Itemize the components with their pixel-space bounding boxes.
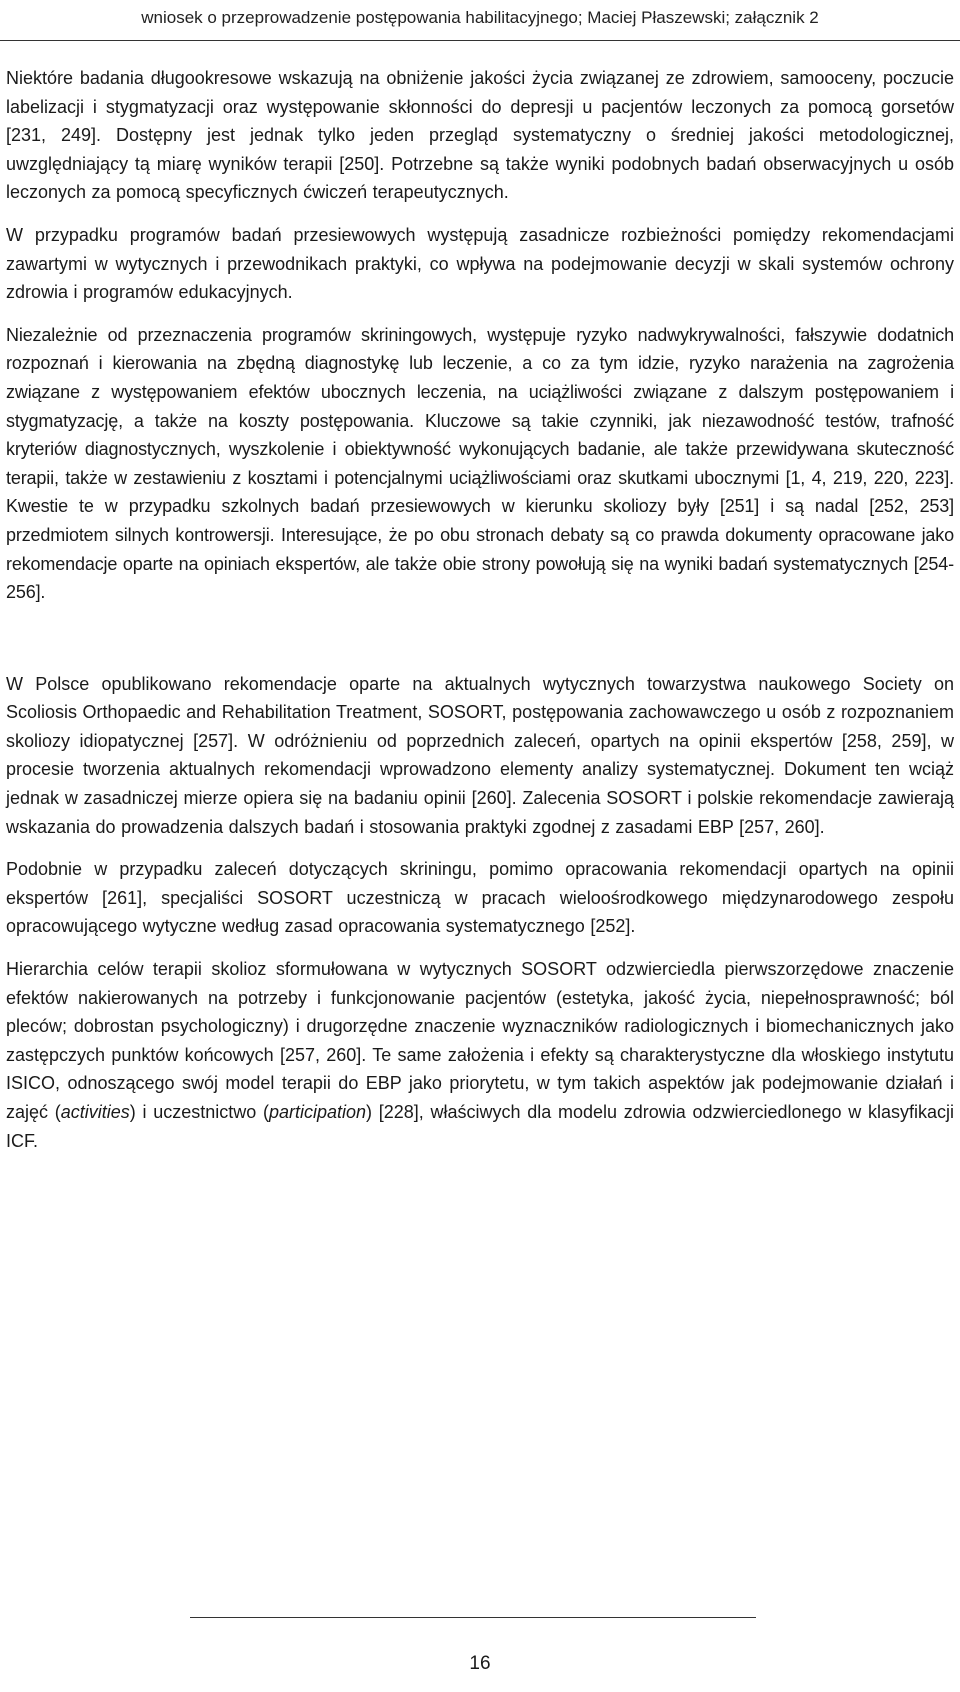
footer-rule xyxy=(190,1617,756,1618)
page-number: 16 xyxy=(469,1653,491,1674)
running-header: wniosek o przeprowadzenie postępowania habilitacyjnego; Maciej Płaszewski; załącznik 2 xyxy=(141,8,819,27)
paragraph-6-part-b: ) i uczestnictwo ( xyxy=(129,1102,269,1122)
paragraph-6-part-a: Hierarchia celów terapii skolioz sformułowana w wytycznych SOSORT odzwierciedla pierwszorzędowe znaczenie efektów nakierowanych na potrzeby i funkcjonowanie pacjentów (estetyka, jakość życia, niepełnosprawność; ból pleców; dobrostan psychologiczny) i drugorzędne znaczenie wyznaczników radiologicznych i biomechanicznych jako zastępczych punktów końcowych [257, 260]. Te same założenia i efekty są charakterystyczne dla włoskiego instytutu ISICO, odnoszącego swój model terapii do EBP jako priorytetu, w tym takich aspektów jak podejmowanie działań i zajęć ( xyxy=(6,959,954,1122)
paragraph-6 xyxy=(6,955,954,1155)
paragraph-5: Podobnie w przypadku zaleceń dotyczących skriningu, pomimo opracowania rekomendacji opartych na opinii ekspertów [261], specjaliści SOSORT uczestniczą w pracach wieloośrodkowego międzynarodowego zespołu opracowującego wytyczne według zasad opracowania systematycznego [252]. xyxy=(6,859,954,937)
paragraph-4: W Polsce opublikowano rekomendacje oparte na aktualnych wytycznych towarzystwa naukowego Society on Scoliosis Orthopaedic and Rehabilitation Treatment, SOSORT, postępowania zachowawczego u osób z rozpoznaniem skoliozy idiopatycznej [257]. W odróżnieniu od poprzednich zaleceń, opartych na opinii ekspertów [258, 259], w procesie tworzenia aktualnych rekomendacji wprowadzono elementy analizy systematycznej. Dokument ten wciąż jednak w zasadniczej mierze opiera się na badaniu opinii [260]. Zalecenia SOSORT i polskie rekomendacje zawierają wskazania do prowadzenia dalszych badań i stosowania praktyki zgodnej z zasadami EBP [257, 260]. xyxy=(6,673,954,837)
body-text xyxy=(6,64,954,1155)
paragraph-6-part-c: ) [228], właściwych dla modelu zdrowia odzwierciedlonego w klasyfikacji ICF. xyxy=(6,1102,954,1151)
header-rule xyxy=(0,40,960,41)
term-activities: activities xyxy=(60,1102,130,1122)
paragraph-2: W przypadku programów badań przesiewowych występują zasadnicze rozbieżności pomiędzy rekomendacjami zawartymi w wytycznych i przewodnikach praktyki, co wpływa na podejmowanie decyzji w skali systemów ochrony zdrowia i programów edukacyjnych. xyxy=(6,224,954,303)
paragraph-1: Niektóre badania długookresowe wskazują na obniżenie jakości życia związanej ze zdrowiem, samooceny, poczucie labelizacji i stygmatyzacji oraz występowanie skłonności do depresji u pacjentów leczonych za pomocą gorsetów [231, 249]. Dostępny jest jednak tylko jeden przegląd systematyczny o średniej jakości metodologicznej, uwzględniający tą miarę wyników terapii [250]. Potrzebne są także wyniki podobnych badań obserwacyjnych u osób leczonych za pomocą specyficznych ćwiczeń terapeutycznych. xyxy=(6,68,954,203)
paragraph-3: Niezależnie od przeznaczenia programów skriningowych, występuje ryzyko nadwykrywalności, fałszywie dodatnich rozpoznań i kierowania na zbędną diagnostykę lub leczenie, a co za tym idzie, ryzyko narażenia na zagrożenia związane z występowaniem efektów ubocznych leczenia, na uciążliwości związane z dalszym postępowaniem i stygmatyzację, a także na koszty postępowania. Kluczowe są takie czynniki, jak niezawodność testów, trafność kryteriów diagnostycznych, wyszkolenie i obiektywność wykonujących badanie, ale także przewidywana skuteczność terapii, także w zestawieniu z kosztami i potencjalnymi uciążliwościami oraz skutkami ubocznymi [1, 4, 219, 220, 223]. Kwestie te w przypadku szkolnych badań przesiewowych w kierunku skoliozy były [251] i są nadal [252, 253] przedmiotem silnych kontrowersji. Interesujące, że po obu stronach debaty są co prawda dokumenty opracowane jako rekomendacje oparte na opiniach ekspertów, ale także obie strony powołują się na wyniki badań systematycznych [254-256]. xyxy=(6,324,954,603)
term-participation: participation xyxy=(268,1102,367,1122)
